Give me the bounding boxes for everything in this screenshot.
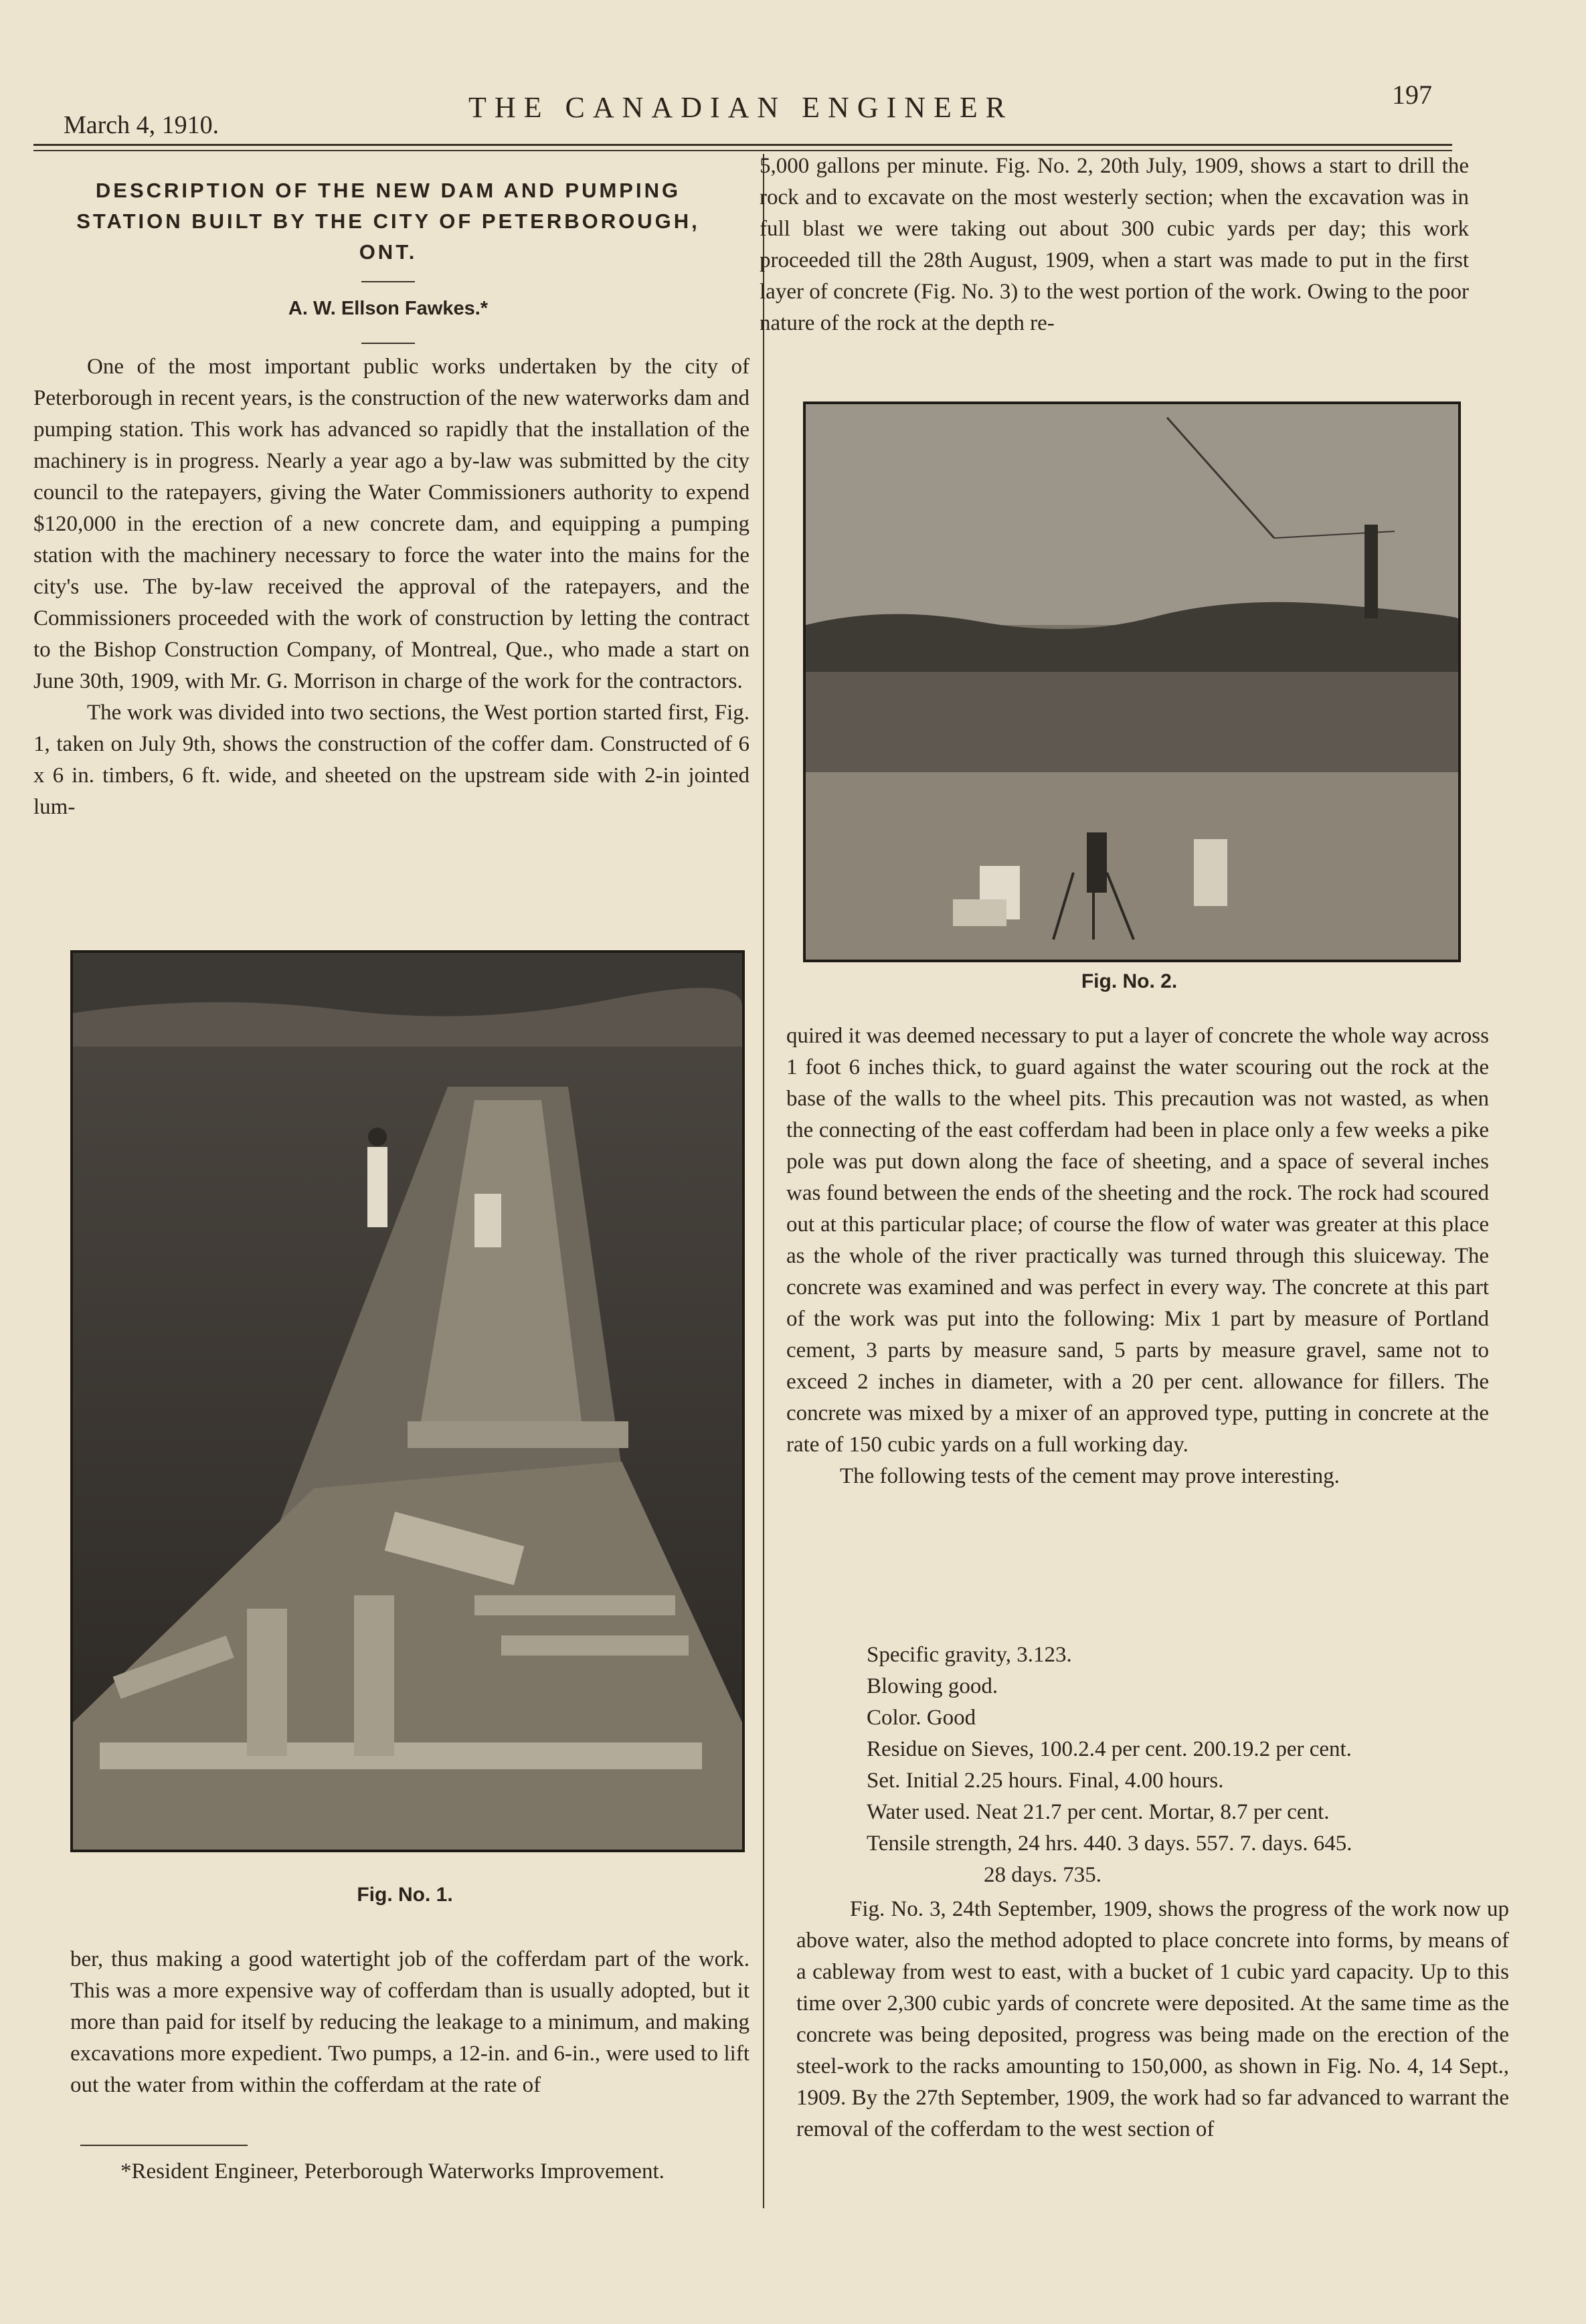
paragraph: The work was divided into two sections, the West portion started first, Fig. 1, taken on July 9th, shows the construction of the coffer dam. Constructed of 6 x 6 in. timbers, 6 ft. wide, and sheeted on the upstream side with 2-in jointed lum- bbox=[33, 701, 750, 819]
right-column-top bbox=[760, 151, 1469, 339]
journal-title: THE CANADIAN ENGINEER bbox=[468, 91, 1014, 124]
test-item: Specific gravity, 3.123. bbox=[867, 1643, 1072, 1667]
paragraph: quired it was deemed necessary to put a layer of concrete the whole way across 1 foot 6 inches thick, to guard against the water scouring out the rock at the base of the walls to the wheel pits. This precaution was not wasted, as when the connecting of the east cofferdam had been in place only a few weeks a pike pole was put down along the face of sheeting, and a space of several inches was found between the ends of the sheeting and the rock. The rock had scoured out at this particular place; of course the flow of water was greater at this place as the whole of the river practically was turned through this sluiceway. The concrete was examined and was perfect in every way. The concrete at this part of the work was put into the following: Mix 1 part by measure of Portland cement, 3 parts by measure sand, 5 parts by measure gravel, same not to exceed 2 inches in diameter, with a 20 per cent. allowance for fillers. The concrete was mixed by a mixer of an approved type, putting in concrete at the rate of 150 cubic yards on a full working day. bbox=[786, 1024, 1489, 1457]
test-item: 28 days. 735. bbox=[984, 1863, 1102, 1887]
test-item: Set. Initial 2.25 hours. Final, 4.00 hours. bbox=[867, 1769, 1224, 1793]
footnote-text: *Resident Engineer, Peterborough Waterworks Improvement. bbox=[120, 2159, 665, 2183]
issue-date: March 4, 1910. bbox=[64, 111, 219, 139]
fig-2-caption: Fig. No. 2. bbox=[1081, 970, 1178, 992]
test-item: Residue on Sieves, 100.2.4 per cent. 200.19.2 per cent. bbox=[867, 1737, 1352, 1761]
fig-1-photo bbox=[70, 950, 745, 1852]
right-column-bottom bbox=[796, 1894, 1509, 2145]
paragraph: One of the most important public works undertaken by the city of Peterborough in recent years, is the construction of the new waterworks dam and pumping station. This work has advanced so rapidly that the installation of the machinery is in progress. Nearly a year ago a by-law was submitted by the city council to the ratepayers, giving the Water Commissioners authority to expend $120,000 in the erection of a new concrete dam, and equipping a pumping station with the machinery necessary to force the water into the mains for the city's use. The by-law received the approval of the ratepayers, and the Commissioners proceeded with the work of construction by letting the contract to the Bishop Construction Company, of Montreal, Que., who made a start on June 30th, 1909, with Mr. G. Morrison in charge of the work for the contractors. bbox=[33, 355, 750, 693]
right-column-middle bbox=[786, 1020, 1489, 1492]
test-item: Water used. Neat 21.7 per cent. Mortar, 8.7 per cent. bbox=[867, 1800, 1330, 1824]
paragraph: The following tests of the cement may prove interesting. bbox=[840, 1464, 1340, 1488]
paragraph: 5,000 gallons per minute. Fig. No. 2, 20th July, 1909, shows a start to drill the rock and to excavate on the most westerly section; when the excavation was in full blast we were taking out about 300 cubic yards per day; this work proceeded till the 28th August, 1909, when a start was made to put in the first layer of concrete (Fig. No. 3) to the west portion of the work. Owing to the poor nature of the rock at the depth re- bbox=[760, 154, 1469, 335]
test-item: Color. Good bbox=[867, 1706, 976, 1730]
cofferdam-photo-illustration bbox=[73, 953, 742, 1850]
paragraph: ber, thus making a good watertight job of the cofferdam part of the work. This was a more expensive way of cofferdam than is usually adopted, but it more than paid for itself by reducing the leakage to a minimum, and making excavations more expedient. Two pumps, a 12-in. and 6-in., were used to lift out the water from within the cofferdam at the rate of bbox=[70, 1947, 750, 2097]
test-item: Tensile strength, 24 hrs. 440. 3 days. 557. 7. days. 645. bbox=[867, 1831, 1352, 1856]
author-divider bbox=[361, 343, 415, 344]
title-divider bbox=[361, 281, 415, 282]
footnote bbox=[80, 2155, 750, 2188]
header-rule bbox=[33, 144, 1452, 146]
fig-1-caption: Fig. No. 1. bbox=[357, 1884, 453, 1906]
left-column-top bbox=[33, 351, 750, 823]
article-author: A. W. Ellson Fawkes.* bbox=[288, 298, 489, 319]
left-column-bottom bbox=[70, 1944, 750, 2101]
cement-tests-list bbox=[867, 1639, 1522, 1891]
paragraph: Fig. No. 3, 24th September, 1909, shows the progress of the work now up above water, also the method adopted to place concrete into forms, by means of a cableway from west to east, with a bucket of 1 cubic yard capacity. Up to this time over 2,300 cubic yards of concrete were deposited. At the same time as the concrete was being deposited, progress was being made on the erection of the steel-work to the racks amounting to 150,000, as shown in Fig. No. 4, 14 Sept., 1909. By the 27th September, 1909, the work had so far advanced to warrant the removal of the cofferdam to the west section of bbox=[796, 1897, 1509, 2141]
column-divider bbox=[763, 154, 764, 2208]
footnote-rule bbox=[80, 2145, 248, 2146]
excavation-photo-illustration bbox=[806, 404, 1458, 960]
page-number: 197 bbox=[1392, 80, 1432, 110]
article-title: DESCRIPTION OF THE NEW DAM AND PUMPING STATION BUILT BY THE CITY OF PETERBOROUGH, ONT. bbox=[76, 179, 700, 264]
test-item: Blowing good. bbox=[867, 1674, 998, 1698]
fig-2-photo bbox=[803, 401, 1461, 962]
